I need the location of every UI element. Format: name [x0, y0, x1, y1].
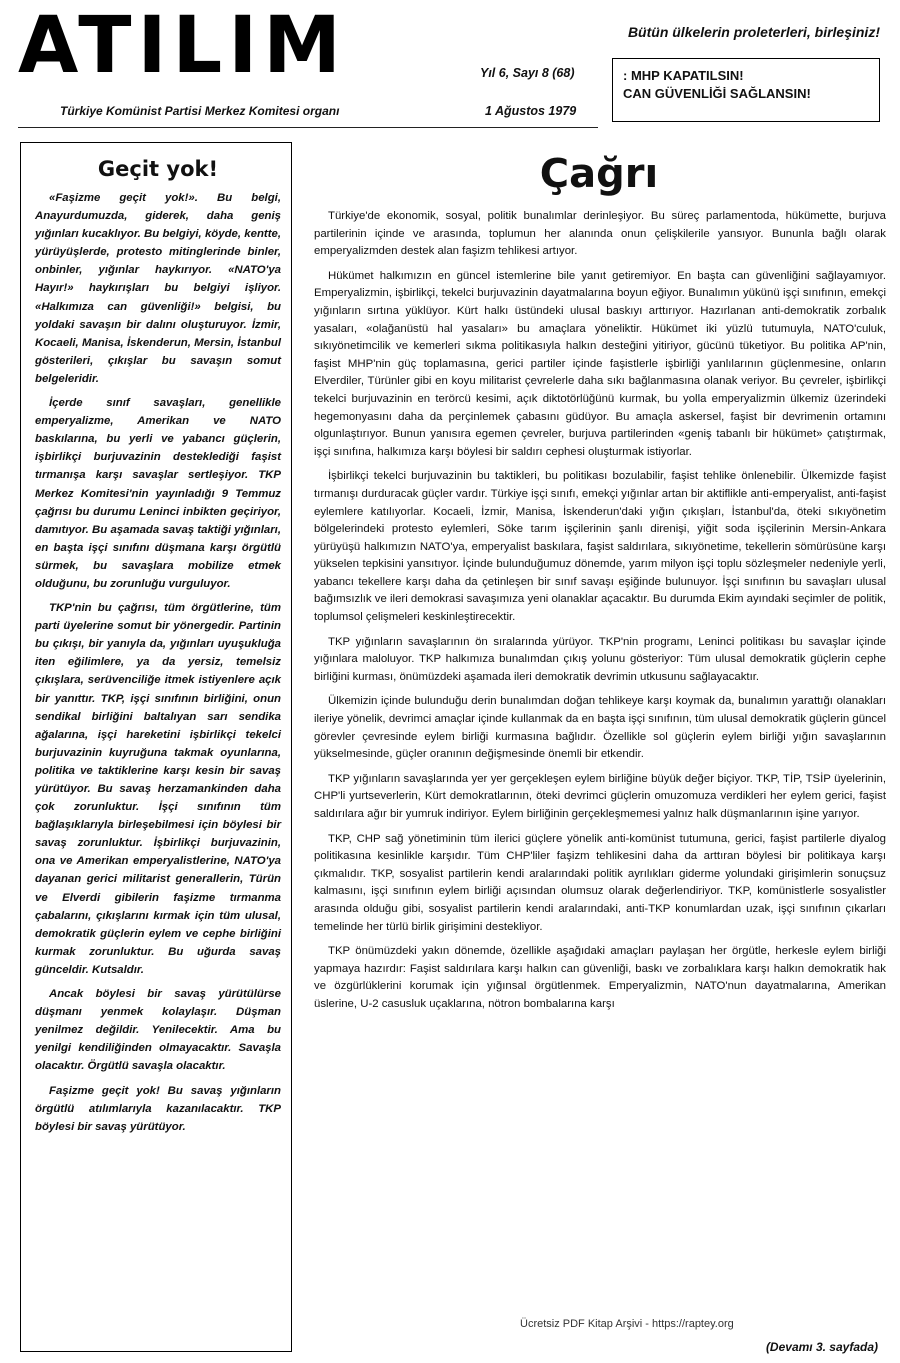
continued-note: (Devamı 3. sayfada) [765, 1340, 878, 1354]
sidebar-paragraph: «Faşizme geçit yok!». Bu belgi, Anayurdumuzda, giderek, daha geniş yığınları kucaklıyor. Bu belgiyi, köyde, kentte, yürüyüşlerde, protesto mitinglerinde binler, onbinler, yığınlar haykırıyor. «NATO'ya Hayır!» haykırışları bu belgiyi işliyor. «Halkımıza can güvenliği!» belgisi, bu yoldaki savaşın bir dalını oluşturuyor. İzmir, Kocaeli, Manisa, İskenderun, Mersin, İstanbul gösterileri, çıkışlar bu savaşın somut belgeleridir. [35, 192, 281, 385]
article-paragraph: TKP önümüzdeki yakın dönemde, özellikle aşağıdaki amaçları paylaşan her örgütle, herkesle eylem birliği yapmaya hazırdır: Faşist saldırılara karşı halkın can güvenliği, baskı ve zorbalıklara karşı halkın demokratik hak ve özgürlüklerini korumak için yığınsal örgütlenmek. Emperyalizmin, NATO'nun dayatmalarına, Amerikan üslerine, U-2 casusluk uçaklarına, nötron bombalarına karşı [314, 945, 886, 1010]
slogan-line-2: CAN GÜVENLİĞİ SAĞLANSIN! [623, 86, 811, 101]
sidebar-paragraph: TKP'nin bu çağrısı, tüm örgütlerine, tüm parti üyelerine somut bir yönergedir. Partinin bu çıkışı, bir yanıyla da, yığınları uyuşukluğa iten eğilimlere, ya da yersiz, temelsiz çıkışlara, serüvenciliğe itmek istiyenlere açık bir yanıttır. TKP, işçi sınıfının birliğini, onun sendikal birliğini baltalıyan sarı sendika ağalarına, işçi hareketini işbirlikçi tekelci burjuvazinin kuyruğuna takmak oyunlarına, politika ve taktiklerine karşı kesin bir savaş yürütüyor. Bu savaş herzamankinden daha çok zorunluktur. İşçi sınıfının tüm bağlaşıklarıyla birleşebilmesi için böylesi bir savaş zorunluktur. İşbirlikçi burjuvazinin, ona ve Amerikan emperyalistlerine, NATO'ya dayanan gerici militarist generallerin, Türün ve Elverdi gibilerin faşizme tırmanma çabalarını, çıkışlarını kırmak için tüm ulusal, demokratik güçlerin eylem ve cephe birliğini kurmak zorunluktur. Bu uğurda savaş günceldir. Kutsaldır. [35, 602, 281, 976]
article-paragraph: Türkiye'de ekonomik, sosyal, politik bunalımlar derinleşiyor. Bu süreç parlamentoda, hükümette, burjuva partilerinin içinde ve arasında, toplumun her alanında onun çelişkilerile yansıyor. Bununla bağlı olarak emperyalizmden destek alan faşizm tehlikesi artıyor. [314, 210, 886, 258]
sidebar-paragraph: Ancak böylesi bir savaş yürütülürse düşmanı yenmek kolaylaşır. Düşman yenilmez değildir. Yenilecektir. Ama bu yenilgi kendiliğinden olmayacaktır. Savaşla olacaktır. Örgütlü savaşla olacaktır. [35, 988, 281, 1073]
article-paragraph: TKP yığınların savaşlarının ön sıralarında yürüyor. TKP'nin programı, Leninci politikası bu savaşlar içinde yığınlara maloluyor. TKP halkımıza bunalımdan çıkış yolunu gösteriyor: Tüm ulusal demokratik güçlerin cephe birliğini kurması, önümüzdeki aşamada ileri demokratik devrimin utkusunu sağlayacaktır. [314, 635, 886, 683]
organ-subtitle: Türkiye Komünist Partisi Merkez Komitesi organı [60, 104, 340, 118]
article-paragraph: TKP, CHP sağ yönetiminin tüm ilerici güçlere yönelik anti-komünist tutumuna, gerici, faşist partilerle diyalog politikasına kesinlikle karşıdır. Tüm CHP'liler faşizm tehlikesini daha da arttıran böylesi bir politikaya karşı çıkmalıdır. TKP, sosyalist partilerin kendi aralarındaki politik ayrılıkları giderme yolundaki girişimlerin sonuçsuz kalmasını, işçi sınıfının eylem birliği açısından olumsuz olarak değerlendiriyor. TKP, komünistlerle sosyalistler arasında olduğu gibi, sosyalist partilerin kendi aralarındaki, anti-TKP konumlardan uzak, işçi sınıfının çıkarları temelinde her türlü birlik girişimini destekliyor. [314, 832, 886, 933]
sidebar-paragraph: İçerde sınıf savaşları, genellikle emperyalizme, Amerikan ve NATO baskılarına, bu yerli ve yabancı güçlerin, işbirlikçi burjuvazinin desteklediği faşist tırmanışa karşı savaşlar sertleşiyor. TKP Merkez Komitesi'nin yayınladığı 9 Temmuz çağrısı bu durumu Leninci inbikten geçiriyor, damıtıyor. Bu aşamada savaş taktiği yığınları, en başta işçi sınıfını düşmana karşı örgütlü sürmek, bu savaşlara mobilize etmek olduğunu, bu zorunluğu vurguluyor. [35, 397, 281, 590]
sidebar-paragraph: Faşizme geçit yok! Bu savaş yığınların örgütlü atılımlarıyla kazanılacaktır. TKP böylesi bir savaş yürütüyor. [35, 1084, 281, 1133]
article-title: Çağrı [539, 151, 659, 197]
article-paragraph: TKP yığınların savaşlarında yer yer gerçekleşen eylem birliğine büyük değer biçiyor. TKP, TİP, TSİP üyelerinin, CHP'li yurtseverlerin, Kürt demokratlarının, öteki devrimci güçlerin omuzomuza verdikleri her eylem gerici, faşist saldırılara ağır bir yumruk indiriyor. Eylem birliğinin gerçekleşmemesi yalnız halk düşmanlarının işine yarıyor. [314, 772, 886, 820]
article-paragraph: İşbirlikçi tekelci burjuvazinin bu taktikleri, bu politikası bozulabilir, faşist tehlike önlenebilir. Ülkemizde faşist tırmanışı durduracak güçler vardır. Türkiye işçi sınıfı, emekçi yığınlar artan bir aktiflikle anti-emperyalist, anti-faşist eylemlere katılıyorlar. Kocaeli, İzmir, Manisa, İskenderun'daki yığın çıkışları, İstanbul'da, öteki sıkıyönetim bölgelerindeki protesto eylemleri, Söke tarım işçilerinin şanlı direnişi, yiğit soda işçilerinin Mersin-Ankara yürüyüşü halkımızın NATO'ya, emperyalist baskılara, faşist saldırılara, sıkıyönetime, tekellerin sömürüsüne karşı yükselen tepkisini yansıtıyor. İçinde bulunduğumuz dönemde, yarım milyon işçi toplu sözleşmeler nedeniyle yerli, yabancı tekellere karşı daha da çetinleşen bir sınıf savaşı eşiğinde bulunuyor. İşçi sınıfının bu savaşları ulusal bağımsızlık ve ileri demokrasi savaşımıza yeni olanaklar açacaktır. Bu durumda Ekim ayındaki seçimler de politik, toplumsol çelişmeleri keskinleştirecektir. [314, 470, 886, 624]
article-body [314, 208, 886, 1021]
sidebar-title: Geçit yok! [97, 157, 219, 181]
article-paragraph: Ülkemizin içinde bulunduğu derin bunalımdan doğan tehlikeye karşı koymak da, bunalımın yarattığı olanakları ileriye yönelik, devrimci amaçlar içinde kullanmak da en başta işçi sınıfının, tüm ulusal demokratik güçlerin güncel görevler çevresinde eylem birliği kurmasına bağlıdır. Özellikle sol güçlerin eylem birliği yığın savaşlarının yükselmesinde, güçler oranının değişmesinde önemli bir etkendir. [314, 695, 886, 761]
issue-number: Yıl 6, Sayı 8 (68) [480, 66, 575, 80]
slogan-line-1: : MHP KAPATILSIN! [623, 68, 744, 83]
article-paragraph: Hükümet halkımızın en güncel istemlerine bile yanıt getiremiyor. En başta can güvenliğini sağlayamıyor. Emperyalizmin, işbirlikçi, tekelci burjuvazinin dayatmalarına boyun eğiyor. Bunalımın yükünü işçi sınıfının, emekçi yığınların sırtına yüklüyor. Kürt halkı üstündeki ulusal baskıyı arttırıyor. Hazırlanan anti-demokratik zorbalık yasaları, «olağanüstü hal yasaları» bu amaçlara yöneliktir. Hükümet iki yüzlü tutumuyla, NATO'culuk, sıkıyönetimcilik ve kemerleri sıkma politikasıyla halkın desteğini yitiriyor, gücünü tüketiyor. Bu politika AP'nin, faşist MHP'nin güç toplamasına, gerici partiler içinde faşistlerle işbirliği yanlılarının güçlenmesine, onların Elverdiler, Türünler gibi en koyu militarist çevrelerle daha sıkı bağlanmasına olanak veriyor. Bu çevreler, işbirlikçi tekelci burjuvazinin en terörcü kesimi, açık diktotörlüğünü kurmak, bu yolla emperyalizmin ülkemiz üzerindeki hegemonyasını daha da perçinlemek çabasını güdüyor. Bu amaçla askersel, faşist bir devrimenin ortamını olgunlaştırıyor. Bunun yanısıra egemen çevreler, burjuva partilerinden «geniş tabanlı bir hükümet» çatıştırmak, işçi sınıfına, halkımıza karşı böylesi bir saldırı cephesi oluşturmak istiyorlar. [314, 269, 886, 458]
source-watermark: Ücretsiz PDF Kitap Arşivi - https://raptey.org [520, 1318, 734, 1330]
slogan-box [612, 58, 880, 122]
issue-date: 1 Ağustos 1979 [485, 104, 577, 118]
header-divider [18, 127, 598, 128]
masthead-motto: Bütün ülkelerin proleterleri, birleşiniz! [627, 24, 880, 40]
masthead-logo: ATILIM [18, 1, 347, 91]
sidebar-editorial [20, 142, 292, 1352]
